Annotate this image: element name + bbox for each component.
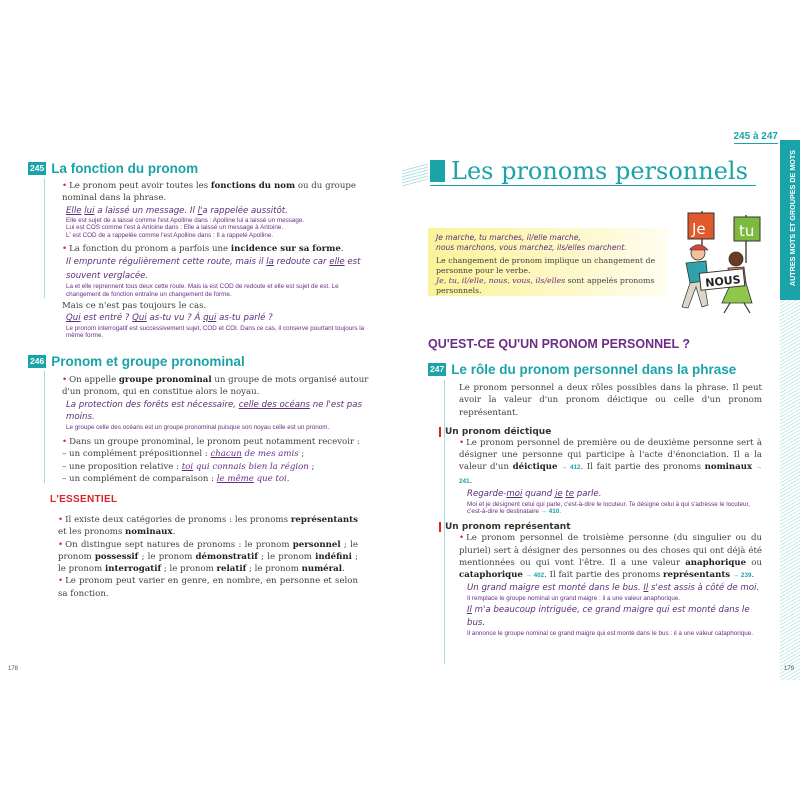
decorative-hatch [402,162,428,187]
essentiel-title: L'ESSENTIEL [50,494,118,505]
note: Elle est sujet de a laissé comme l'est Apolline dans : Apolline lui a laissé un message. [66,217,305,225]
list-item: – une proposition relative : toi qui connais bien la région ; [62,461,315,472]
section-247-body [444,380,762,664]
svg-text:Je: Je [692,220,706,238]
example: Regarde-moi quand je te parle. [467,489,602,500]
intro-example: Je marche, tu marches, il/elle marche, [436,233,581,242]
right-page [400,0,800,800]
cross-reference-link[interactable]: → 241 [459,464,763,485]
intro-text: Le changement de pronom implique un changement de personne pour le verbe. [436,256,656,275]
note: Il remplace le groupe nominal un grand maigre : il a une valeur anaphorique. [467,595,681,603]
illustration [678,207,773,315]
subheading-representant: Un pronom représentant [439,522,762,532]
note: La et elle reprennent tous deux cette route. Mais la est COD de redoute et elle est sujet de est. Le changement de fonction entraîne un changement de forme. [66,283,339,298]
paragraph: • Il existe deux catégories de pronoms : les pronoms représentants et les pronoms nominaux. [58,514,358,539]
side-hatch [780,300,800,680]
intro-example: nous marchons, vous marchez, ils/elles marchent. [436,243,627,252]
cross-reference-link[interactable]: → 412 [561,464,581,472]
section-number: 247 [430,364,445,374]
note: L' est COD de a rappelée comme l'est Apolline dans : Il a rappelé Apolline. [66,231,274,239]
section-247-header [428,362,736,377]
title-block-icon [430,160,445,182]
intro-text: Je, tu, il/elle, nous, vous, ils/elles sont appelés pronoms personnels. [436,276,655,295]
cross-reference-link[interactable]: → 410 [540,507,560,515]
section-title: Pronom et groupe pronominal [51,354,245,369]
example: Qui est entré ? Qui as-tu vu ? À qui as-tu parlé ? [66,313,273,324]
intro-box [428,228,668,296]
example: Il emprunte régulièrement cette route, mais il la redoute car elle est souvent verglacée. [66,257,361,282]
paragraph: • On appelle groupe pronominal un groupe de mots organisé autour d'un pronom, qui en constitue alors le noyau. [62,374,374,399]
chapter-header [430,158,748,184]
paragraph: • Le pronom peut varier en genre, en nombre, en personne et selon sa fonction. [58,575,358,600]
note: Moi et je désignent celui qui parle, c'est-à-dire le locuteur. Te désigne celui à qui s'adresse le locuteur, c'est-à-dire le destinataire → 410. [467,500,751,515]
section-246-header [28,354,245,369]
page-number-right: 179 [784,666,795,672]
chapter-title: Les pronoms personnels [451,157,748,185]
section-number: 246 [30,356,45,366]
section-range: 245 à 247 [733,131,778,142]
paragraph: • On distingue sept natures de pronoms : le pronom personnel ; le pronom possessif ; le pronom démonstratif ; le pronom indéfini ; le pronom interrogatif ; le pronom relatif ; le pronom numéral. [58,539,358,576]
note: Lui est COS comme l'est à Antoine dans : Elle a laissé un message à Antoine. [66,224,284,232]
paragraph: • Le pronom peut avoir toutes les fonctions du nom ou du groupe nominal dans la phrase. [62,180,374,205]
cross-reference-link[interactable]: → 402 [525,572,545,580]
note: Il annonce le groupe nominal ce grand maigre qui est monté dans le bus : il a une valeur cataphorique. [467,629,753,637]
note: Le groupe celle des océans est un groupe pronominal puisque son noyau celle est un pronom. [66,423,330,431]
paragraph: • La fonction du pronom a parfois une incidence sur sa forme. [62,243,374,255]
cross-reference-link[interactable]: → 239 [732,572,752,580]
page-number-left: 178 [8,666,19,672]
svg-text:tu: tu [739,222,755,240]
paragraph: Mais ce n'est pas toujours le cas. [62,300,207,311]
essentiel-body [58,514,358,600]
subheading-deictique: Un pronom déictique [439,427,762,437]
svg-text:NOUS: NOUS [704,273,742,290]
paragraph: • Le pronom personnel de première ou de deuxième personne sert à désigner une personne qui participe à l'acte d'énonciation. Il a la valeur d'un déictique → 412. Il fait partie des pronoms nominaux → 241. [459,437,762,488]
paragraph: • Le pronom personnel de troisième personne (du singulier ou du pluriel) sert à désigner des personnes ou des choses qui ont déjà été mentionnées ou qui vont l'être. Il a une valeur anaphorique ou cataphorique → 402. Il fait partie des pronoms représentants → 239. [459,532,762,582]
section-245-header [28,161,198,176]
list-item: – un complément de comparaison : le même que toi. [62,473,290,484]
list-item: – un complément prépositionnel : chacun de mes amis ; [62,449,305,460]
example: Un grand maigre est monté dans le bus. Il s'est assis à côté de moi. [467,583,760,594]
section-number: 245 [30,163,45,173]
note: Le pronom interrogatif est successivement sujet, COD et COI. Dans ce cas, il conserve pourtant toujours la même forme. [66,324,365,340]
paragraph: • Dans un groupe pronominal, le pronom peut notamment recevoir : [62,436,374,448]
question-title: QU'EST-CE QU'UN PRONOM PERSONNEL ? [428,337,690,351]
section-title: Le rôle du pronom personnel dans la phrase [451,362,737,377]
example: Il m'a beaucoup intriguée, ce grand maigre qui est monté dans le bus. [467,605,750,628]
example: Elle lui a laissé un message. Il l'a rappelée aussitôt. [66,205,288,216]
section-246-body [44,371,374,483]
side-tab [780,140,800,300]
title-rule [430,185,756,186]
people-with-signs-illustration [678,207,773,315]
side-tab-label: AUTRES MOTS ET GROUPES DE MOTS [788,149,797,287]
paragraph: Le pronom personnel a deux rôles possibles dans la phrase. Il peut avoir la valeur d'un pronom déictique ou celle d'un pronom représentant. [459,383,762,418]
example: La protection des forêts est nécessaire, celle des océans ne l'est pas moins. [66,399,362,423]
section-245-body [44,178,374,340]
section-title: La fonction du pronom [51,161,199,176]
